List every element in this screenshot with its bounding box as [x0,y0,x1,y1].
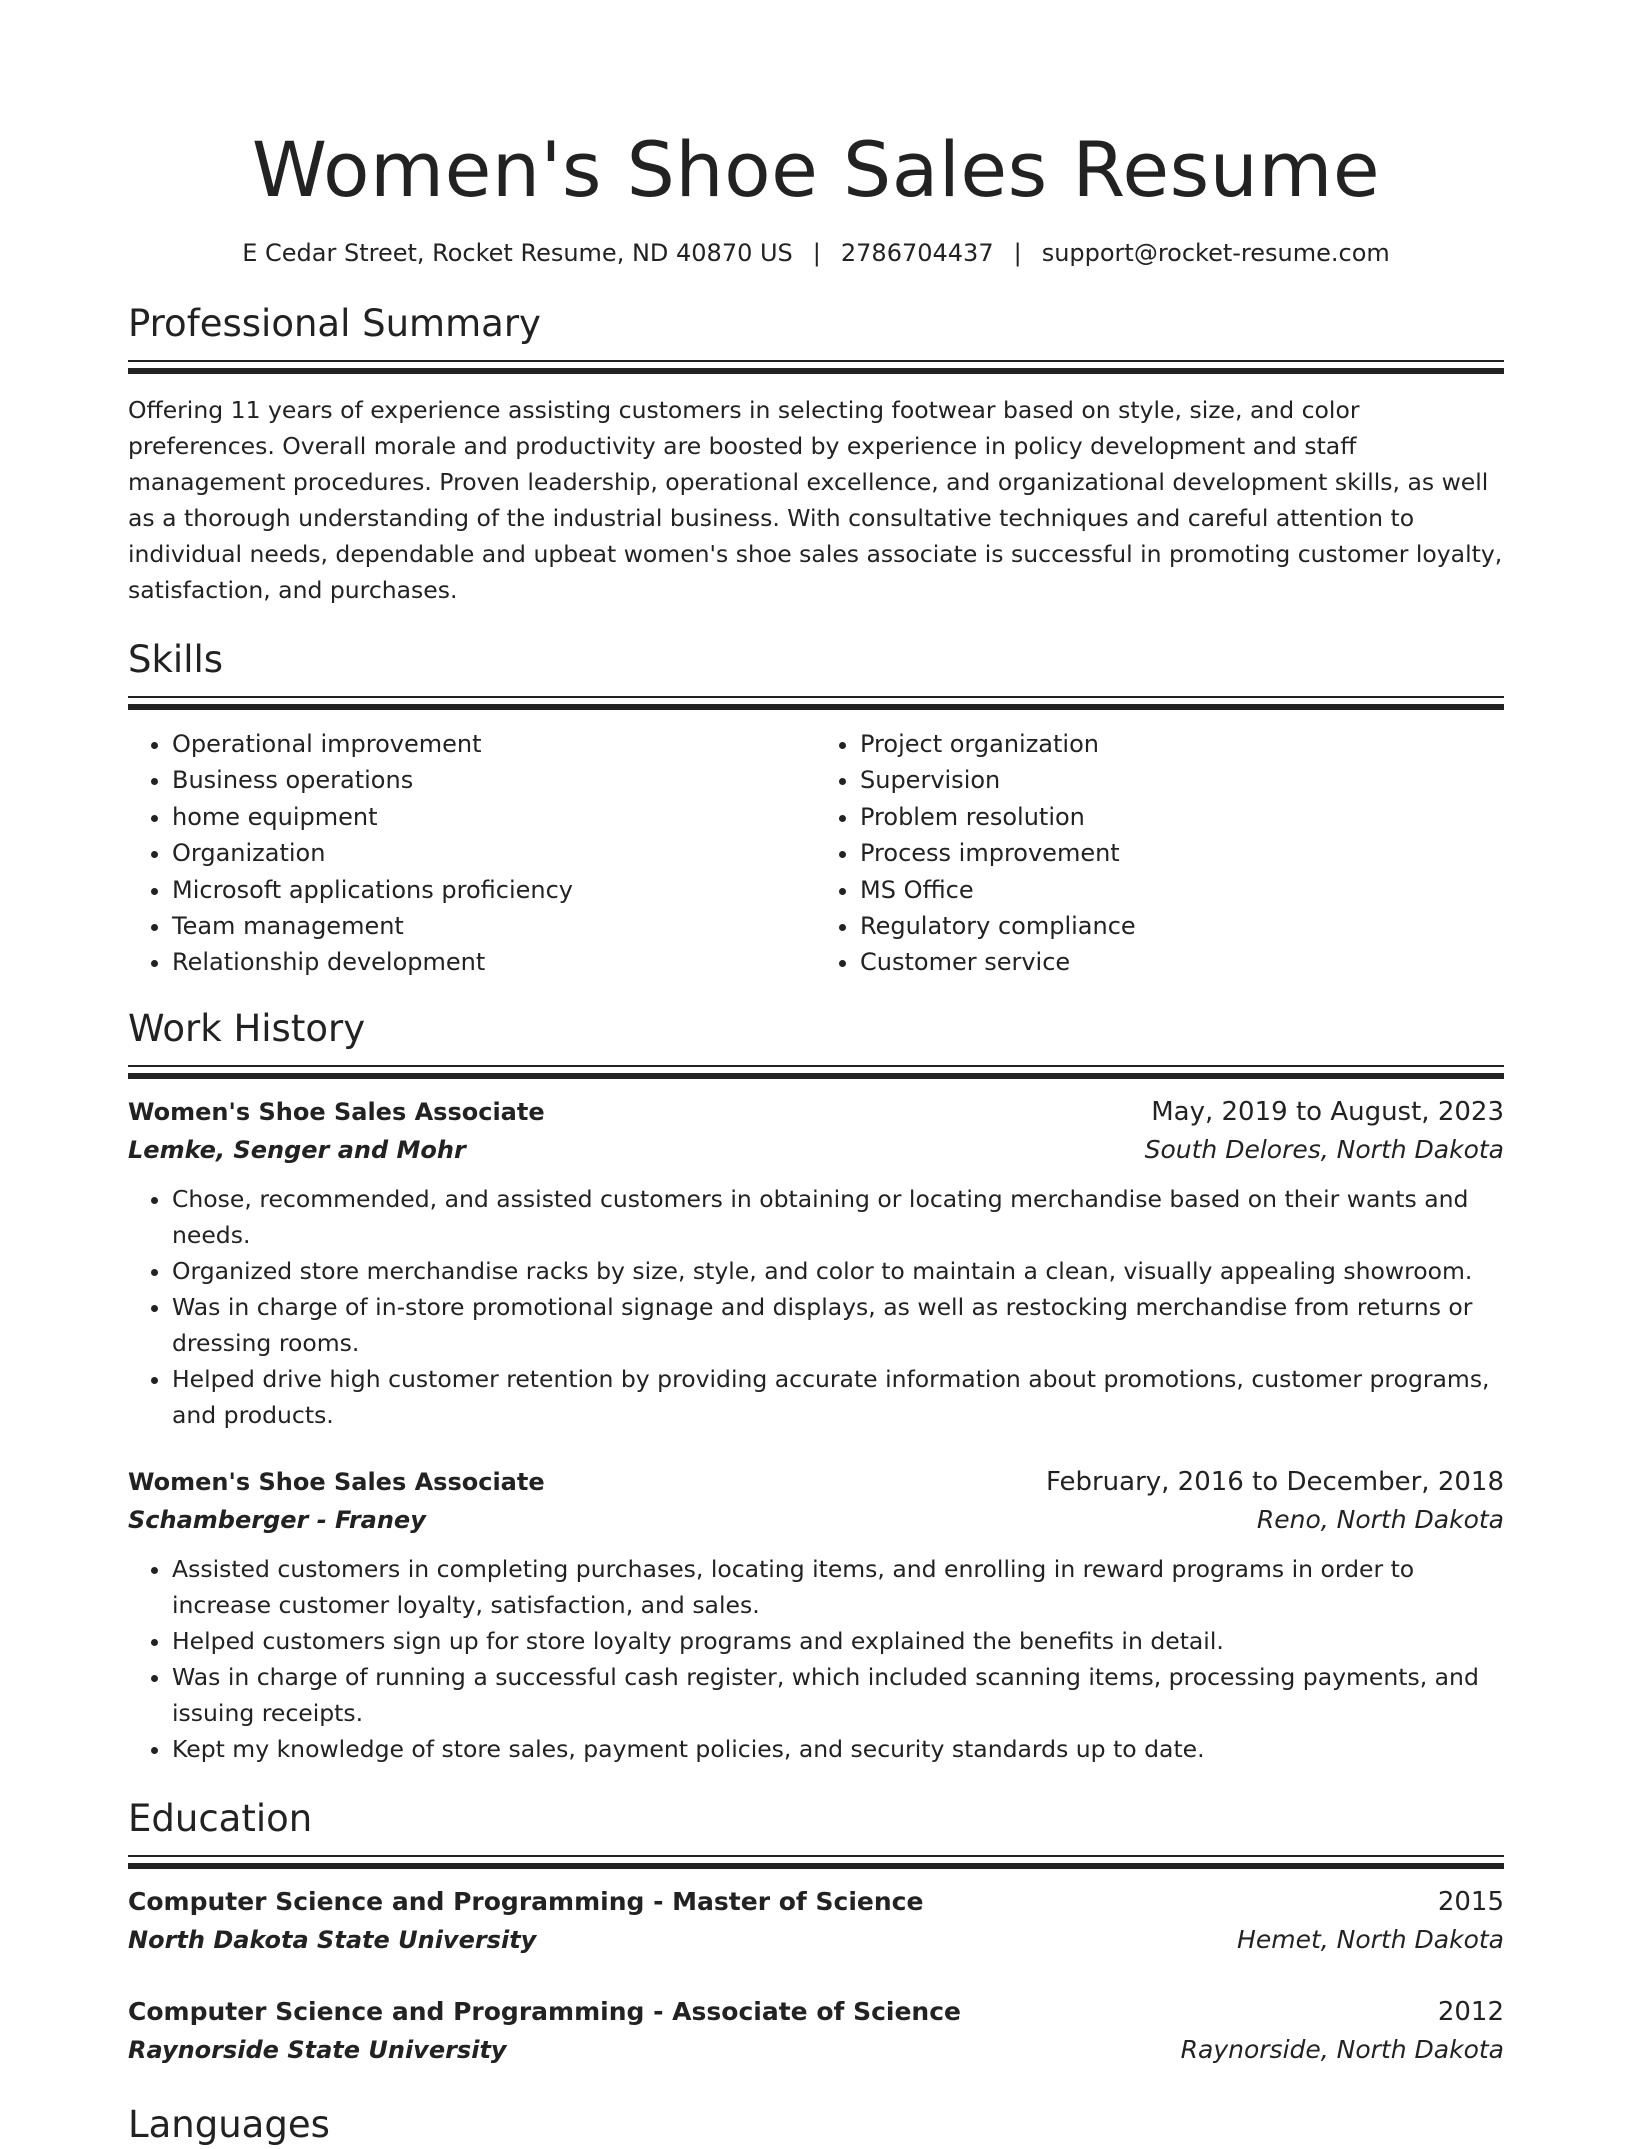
section-divider [128,1855,1504,1869]
job-title: Women's Shoe Sales Associate [128,1467,545,1496]
job-header [128,1463,1504,1501]
page-title: Women's Shoe Sales Resume [251,125,1381,214]
education-subheader [128,1921,1504,1959]
section-heading-work: Work History [128,1006,366,1050]
skill-item: • Problem resolution [860,799,1504,835]
skill-item: • Business operations [172,762,816,798]
summary-section [128,300,1504,608]
job-dates: May, 2019 to August, 2023 [1151,1096,1504,1127]
education-year: 2015 [1437,1886,1504,1917]
education-section [128,1795,1504,2069]
skill-item: • Regulatory compliance [860,908,1504,944]
contact-separator: | [1013,239,1022,267]
section-heading-summary: Professional Summary [128,302,541,345]
section-divider [128,360,1504,374]
education-location: Raynorside, North Dakota [1180,2034,1504,2064]
job-header [128,1093,1504,1131]
skills-list [128,726,1504,981]
job-bullet: • Was in charge of in-store promotional signage and displays, as well as restocking merchandise from returns or dressing rooms. [172,1289,1504,1361]
skill-item: • MS Office [860,872,1504,908]
contact-address: E Cedar Street, Rocket Resume, ND 40870 US [242,239,793,267]
education-subheader [128,2031,1504,2069]
job-bullet: • Assisted customers in completing purchases, locating items, and enrolling in reward programs in order to increase customer loyalty, satisfaction, and sales. [172,1551,1504,1623]
job-company: Lemke, Senger and Mohr [128,1135,466,1164]
education-degree: Computer Science and Programming - Associate of Science [128,1996,961,2026]
education-header [128,1883,1504,1921]
skill-item: • Organization [172,835,816,871]
job-company: Schamberger - Franey [128,1505,426,1534]
job-bullet: • Was in charge of running a successful cash register, which included scanning items, processing payments, and issuing receipts. [172,1659,1504,1731]
job-subheader [128,1501,1504,1539]
skill-item: • Team management [172,908,816,944]
skill-item: • Supervision [860,762,1504,798]
job-entry [128,1093,1504,1433]
education-entry [128,1883,1504,1959]
job-title: Women's Shoe Sales Associate [128,1097,545,1126]
contact-line [128,236,1504,270]
contact-phone: 2786704437 [840,239,994,267]
contact-separator: | [812,239,821,267]
education-school: North Dakota State University [128,1925,537,1954]
job-subheader [128,1131,1504,1169]
languages-section [128,2101,1504,2149]
job-bullet: • Kept my knowledge of store sales, payment policies, and security standards up to date. [172,1731,1504,1767]
section-divider [128,1065,1504,1079]
skill-item: • Microsoft applications proficiency [172,872,816,908]
job-bullets [128,1181,1504,1433]
education-location: Hemet, North Dakota [1237,1924,1504,1954]
skills-section [128,636,1504,981]
education-school: Raynorside State University [128,2035,507,2064]
section-heading-skills: Skills [128,638,224,681]
job-bullet: • Organized store merchandise racks by size, style, and color to maintain a clean, visually appealing showroom. [172,1253,1504,1289]
contact-email: support@rocket-resume.com [1041,239,1390,267]
job-location: Reno, North Dakota [1256,1504,1504,1534]
skill-item: • Project organization [860,726,1504,762]
skill-item: • home equipment [172,799,816,835]
summary-text: Offering 11 years of experience assisting customers in selecting footwear based on style, size, and color preferences. Overall morale and productivity are boosted by experience in policy development and staff management procedures. Proven leadership, operational excellence, and organizational development skills, as well as a thorough understanding of the industrial business. With consultative techniques and careful attention to individual needs, dependable and upbeat women's shoe sales associate is successful in promoting customer loyalty, satisfaction, and purchases. [128,396,1503,604]
section-heading-education: Education [128,1796,313,1840]
education-degree: Computer Science and Programming - Master of Science [128,1886,924,1916]
skill-item: • Customer service [860,944,1504,980]
job-entry [128,1463,1504,1767]
education-year: 2012 [1437,1996,1504,2027]
resume-page [128,0,1504,2149]
skill-item: • Process improvement [860,835,1504,871]
skill-item: • Relationship development [172,944,816,980]
skill-item: • Operational improvement [172,726,816,762]
skills-column-right [816,726,1504,981]
section-divider [128,696,1504,710]
job-bullets [128,1551,1504,1767]
job-bullet: • Chose, recommended, and assisted customers in obtaining or locating merchandise based on their wants and needs. [172,1181,1504,1253]
work-history-section [128,1005,1504,1767]
job-location: South Delores, North Dakota [1144,1134,1504,1164]
job-dates: February, 2016 to December, 2018 [1045,1466,1504,1497]
job-bullet: • Helped customers sign up for store loyalty programs and explained the benefits in detail. [172,1623,1504,1659]
skills-column-left [128,726,816,981]
job-bullet: • Helped drive high customer retention by providing accurate information about promotions, customer programs, and products. [172,1361,1504,1433]
section-heading-languages: Languages [128,2102,330,2146]
education-entry [128,1993,1504,2069]
education-header [128,1993,1504,2031]
